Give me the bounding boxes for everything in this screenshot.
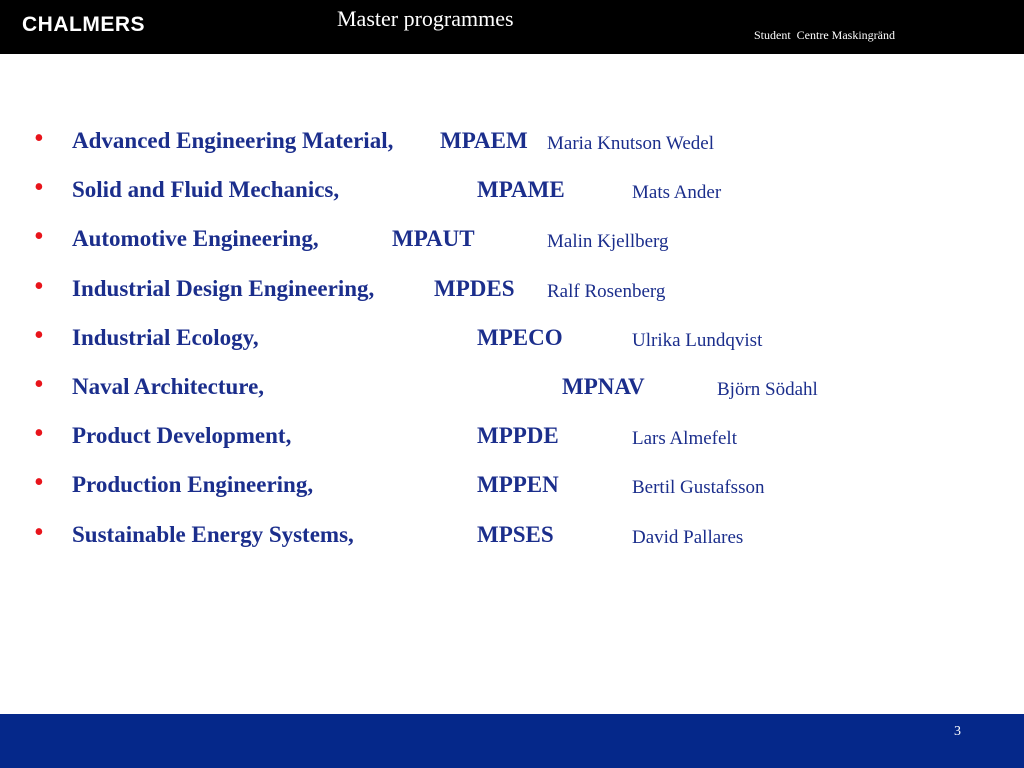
programme-code: MPNAV [562,373,645,399]
programme-code: MPAEM [440,128,528,153]
list-item [0,123,1024,175]
programme-list [0,123,1024,569]
chalmers-logo: CHALMERS [22,13,145,36]
programme-name: Production Engineering, [72,472,314,498]
slide-title: Master programmes [337,6,514,31]
programme-contact: Björn Södahl [717,378,818,400]
programme-name: Naval Architecture, [72,373,265,399]
bullet-icon: • [34,368,44,400]
programme-code: MPPEN [477,472,559,498]
programme-contact: David Pallares [632,526,744,548]
list-item [0,319,1024,372]
list-item [0,418,1024,470]
programme-contact: Maria Knutson Wedel [547,133,714,154]
programme-name: Sustainable Energy Systems, [72,521,354,547]
bullet-icon: • [34,221,44,253]
programme-name: Industrial Ecology, [72,324,259,350]
programme-contact: Malin Kjellberg [547,231,669,253]
list-item [0,221,1024,273]
programme-contact: Lars Almefelt [632,428,737,450]
header-bar [0,0,1024,54]
programme-contact: Ralf Rosenberg [547,280,666,302]
bullet-icon: • [34,172,44,204]
bullet-icon: • [34,418,44,450]
bullet-icon: • [34,516,44,548]
list-item [0,516,1024,569]
list-item [0,270,1024,323]
programme-code: MPSES [477,521,554,547]
bullet-icon: • [34,123,44,154]
programme-name: Automotive Engineering, [72,226,319,252]
programme-code: MPPDE [477,423,559,449]
programme-name: Industrial Design Engineering, [72,275,375,301]
list-item [0,368,1024,421]
programme-name: Product Development, [72,423,292,449]
page-number: 3 [954,724,961,739]
list-item [0,467,1024,519]
programme-contact: Bertil Gustafsson [632,477,765,499]
header-subtitle: Student Centre Maskingränd [754,28,895,42]
programme-name: Solid and Fluid Mechanics, [72,177,340,203]
bullet-icon: • [34,270,44,302]
programme-code: MPECO [477,324,563,350]
bullet-icon: • [34,319,44,351]
programme-code: MPAME [477,177,565,203]
programme-contact: Ulrika Lundqvist [632,329,763,351]
bullet-icon: • [34,467,44,499]
list-item [0,172,1024,224]
programme-name: Advanced Engineering Material, [72,128,394,153]
programme-code: MPDES [434,275,515,301]
programme-code: MPAUT [392,226,475,252]
programme-contact: Mats Ander [632,182,722,204]
footer-bar [0,714,1024,768]
